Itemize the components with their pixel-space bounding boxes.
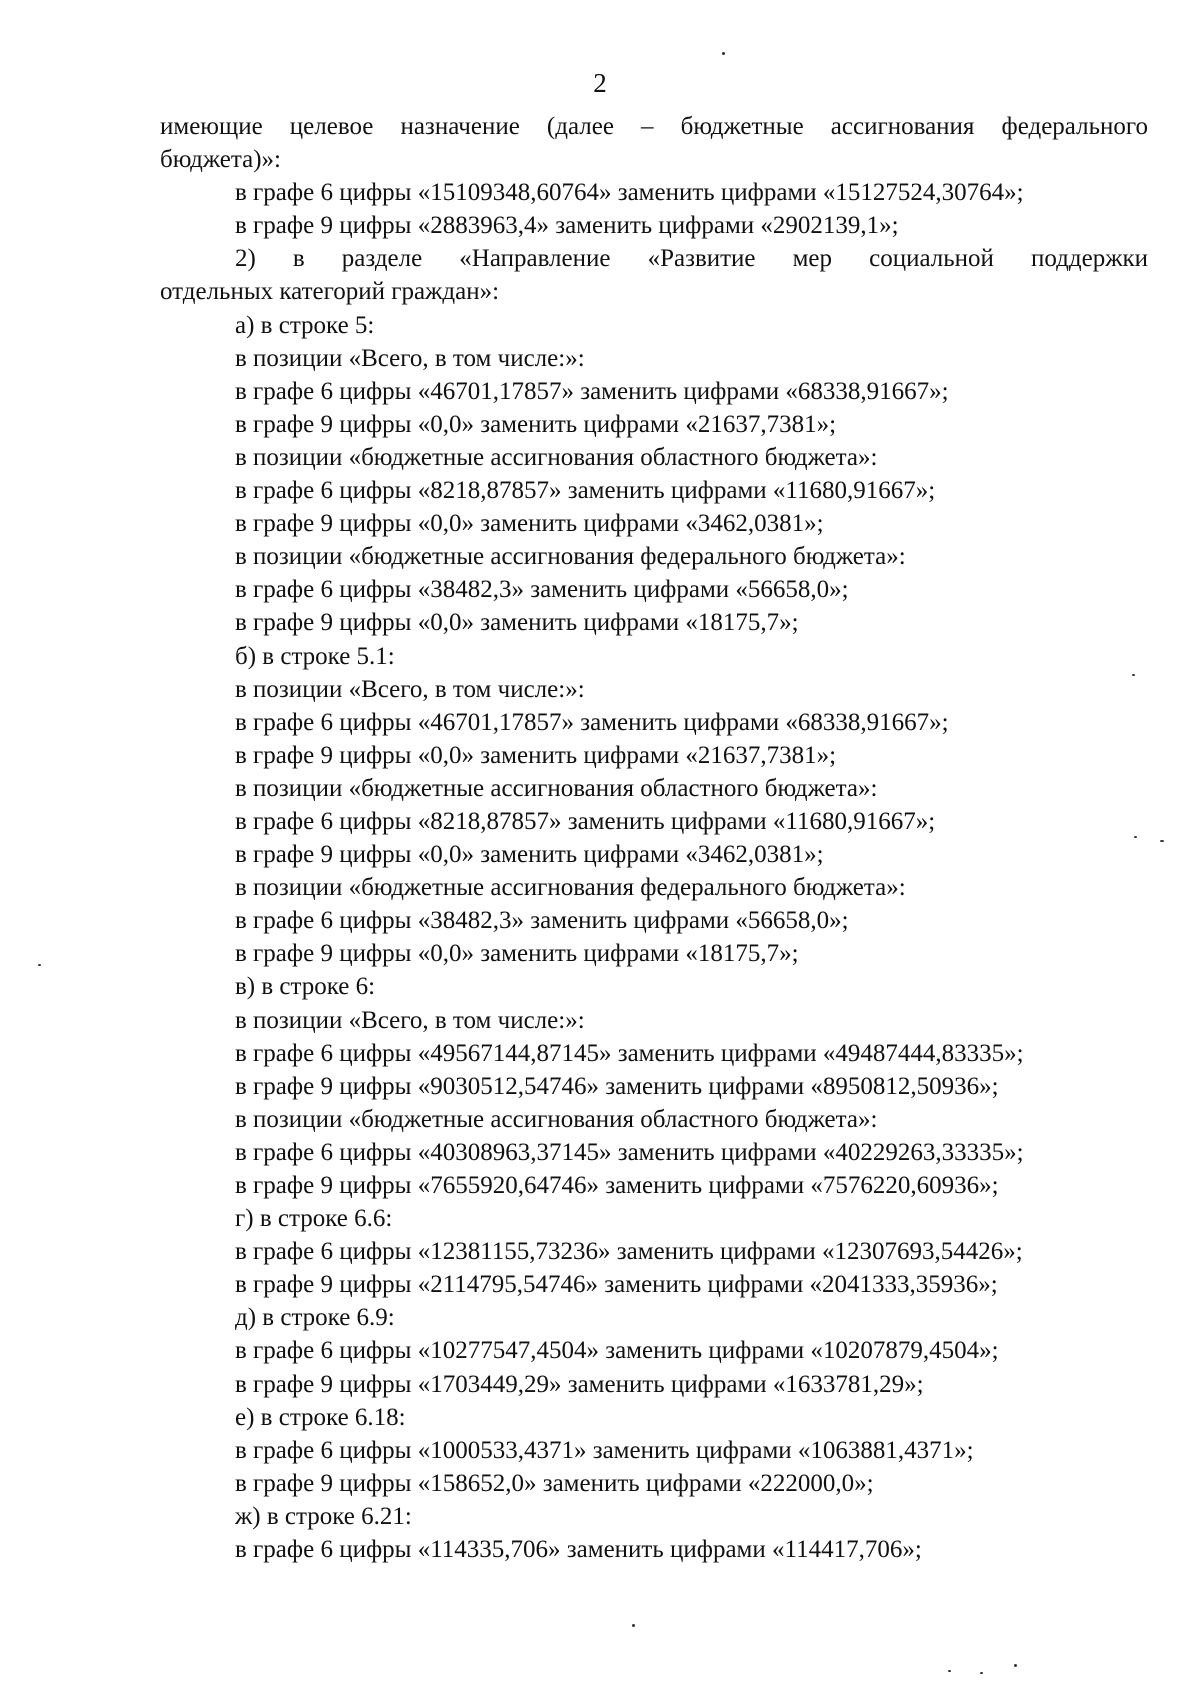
paragraph-line: в графе 6 цифры «15109348,60764» заменить цифрами «15127524,30764»; bbox=[235, 179, 1024, 207]
item-heading: ж) в строке 6.21: bbox=[235, 1502, 412, 1530]
scan-speck bbox=[1160, 840, 1164, 842]
paragraph-line: в позиции «бюджетные ассигнования федерального бюджета»: bbox=[235, 874, 906, 902]
paragraph-line: в позиции «бюджетные ассигнования федерального бюджета»: bbox=[235, 543, 906, 571]
scan-speck bbox=[948, 1670, 951, 1672]
paragraph-line: в графе 9 цифры «0,0» заменить цифрами «21637,7381»; bbox=[235, 741, 837, 769]
paragraph-line: в графе 6 цифры «40308963,37145» заменить цифрами «40229263,33335»; bbox=[235, 1138, 1024, 1166]
paragraph-line: в графе 9 цифры «0,0» заменить цифрами «3462,0381»; bbox=[235, 841, 824, 869]
section-heading-line: отдельных категорий граждан»: bbox=[160, 278, 500, 306]
paragraph-line: в графе 6 цифры «1000533,4371» заменить цифрами «1063881,4371»; bbox=[235, 1436, 974, 1464]
scan-speck bbox=[1134, 836, 1137, 838]
paragraph-line: в графе 9 цифры «158652,0» заменить цифрами «222000,0»; bbox=[235, 1469, 874, 1497]
item-heading: а) в строке 5: bbox=[235, 311, 375, 339]
section-heading-line: 2) в разделе «Направление «Развитие мер социальной поддержки bbox=[235, 245, 1148, 273]
document-body bbox=[160, 110, 1148, 1566]
paragraph-line: в позиции «бюджетные ассигнования областного бюджета»: bbox=[235, 443, 878, 471]
scan-speck bbox=[722, 52, 725, 55]
paragraph-line: в графе 9 цифры «2883963,4» заменить цифрами «2902139,1»; bbox=[235, 212, 899, 240]
paragraph-line: в графе 6 цифры «8218,87857» заменить цифрами «11680,91667»; bbox=[235, 807, 936, 835]
scan-speck bbox=[1132, 674, 1135, 676]
paragraph-line: бюджета)»: bbox=[160, 146, 281, 174]
paragraph-line: в графе 6 цифры «49567144,87145» заменить цифрами «49487444,83335»; bbox=[235, 1039, 1024, 1067]
paragraph-line: в графе 9 цифры «0,0» заменить цифрами «21637,7381»; bbox=[235, 410, 837, 438]
scan-speck bbox=[1014, 1664, 1017, 1667]
paragraph-line: имеющие целевое назначение (далее – бюджетные ассигнования федерального bbox=[160, 113, 1148, 140]
scan-speck bbox=[980, 1672, 983, 1674]
paragraph-line: в графе 6 цифры «46701,17857» заменить цифрами «68338,91667»; bbox=[235, 377, 949, 405]
paragraph-line: в графе 6 цифры «12381155,73236» заменить цифрами «12307693,54426»; bbox=[235, 1238, 1023, 1266]
item-heading: е) в строке 6.18: bbox=[235, 1403, 406, 1431]
paragraph-line: в позиции «Всего, в том числе:»: bbox=[235, 675, 585, 703]
paragraph-line: в графе 9 цифры «7655920,64746» заменить цифрами «7576220,60936»; bbox=[235, 1172, 999, 1199]
paragraph-line: в графе 6 цифры «38482,3» заменить цифрами «56658,0»; bbox=[235, 907, 849, 935]
page-number: 2 bbox=[593, 68, 607, 98]
paragraph-line: в графе 6 цифры «8218,87857» заменить цифрами «11680,91667»; bbox=[235, 477, 936, 505]
paragraph-line: в графе 6 цифры «114335,706» заменить цифрами «114417,706»; bbox=[235, 1536, 922, 1564]
paragraph-line: в графе 6 цифры «38482,3» заменить цифрами «56658,0»; bbox=[235, 576, 849, 604]
paragraph-line: в графе 9 цифры «9030512,54746» заменить цифрами «8950812,50936»; bbox=[235, 1072, 999, 1100]
paragraph-line: в позиции «бюджетные ассигнования областного бюджета»: bbox=[235, 1105, 878, 1133]
paragraph-line: в графе 9 цифры «2114795,54746» заменить цифрами «2041333,35936»; bbox=[235, 1271, 998, 1299]
item-heading: д) в строке 6.9: bbox=[235, 1304, 395, 1332]
paragraph-line: в графе 6 цифры «10277547,4504» заменить цифрами «10207879,4504»; bbox=[235, 1337, 999, 1365]
scan-speck bbox=[38, 964, 41, 966]
paragraph-line: в позиции «бюджетные ассигнования областного бюджета»: bbox=[235, 774, 878, 802]
item-heading: г) в строке 6.6: bbox=[235, 1205, 393, 1233]
paragraph-line: в графе 6 цифры «46701,17857» заменить цифрами «68338,91667»; bbox=[235, 708, 949, 736]
paragraph-line: в графе 9 цифры «0,0» заменить цифрами «3462,0381»; bbox=[235, 510, 824, 538]
paragraph-line: в позиции «Всего, в том числе:»: bbox=[235, 1006, 585, 1034]
paragraph-line: в графе 9 цифры «1703449,29» заменить цифрами «1633781,29»; bbox=[235, 1370, 924, 1398]
item-heading: б) в строке 5.1: bbox=[235, 642, 395, 670]
paragraph-line: в позиции «Всего, в том числе:»: bbox=[235, 344, 585, 372]
item-heading: в) в строке 6: bbox=[235, 973, 376, 1001]
paragraph-line: в графе 9 цифры «0,0» заменить цифрами «18175,7»; bbox=[235, 940, 799, 968]
scan-speck bbox=[632, 1624, 635, 1627]
paragraph-line: в графе 9 цифры «0,0» заменить цифрами «18175,7»; bbox=[235, 609, 799, 637]
